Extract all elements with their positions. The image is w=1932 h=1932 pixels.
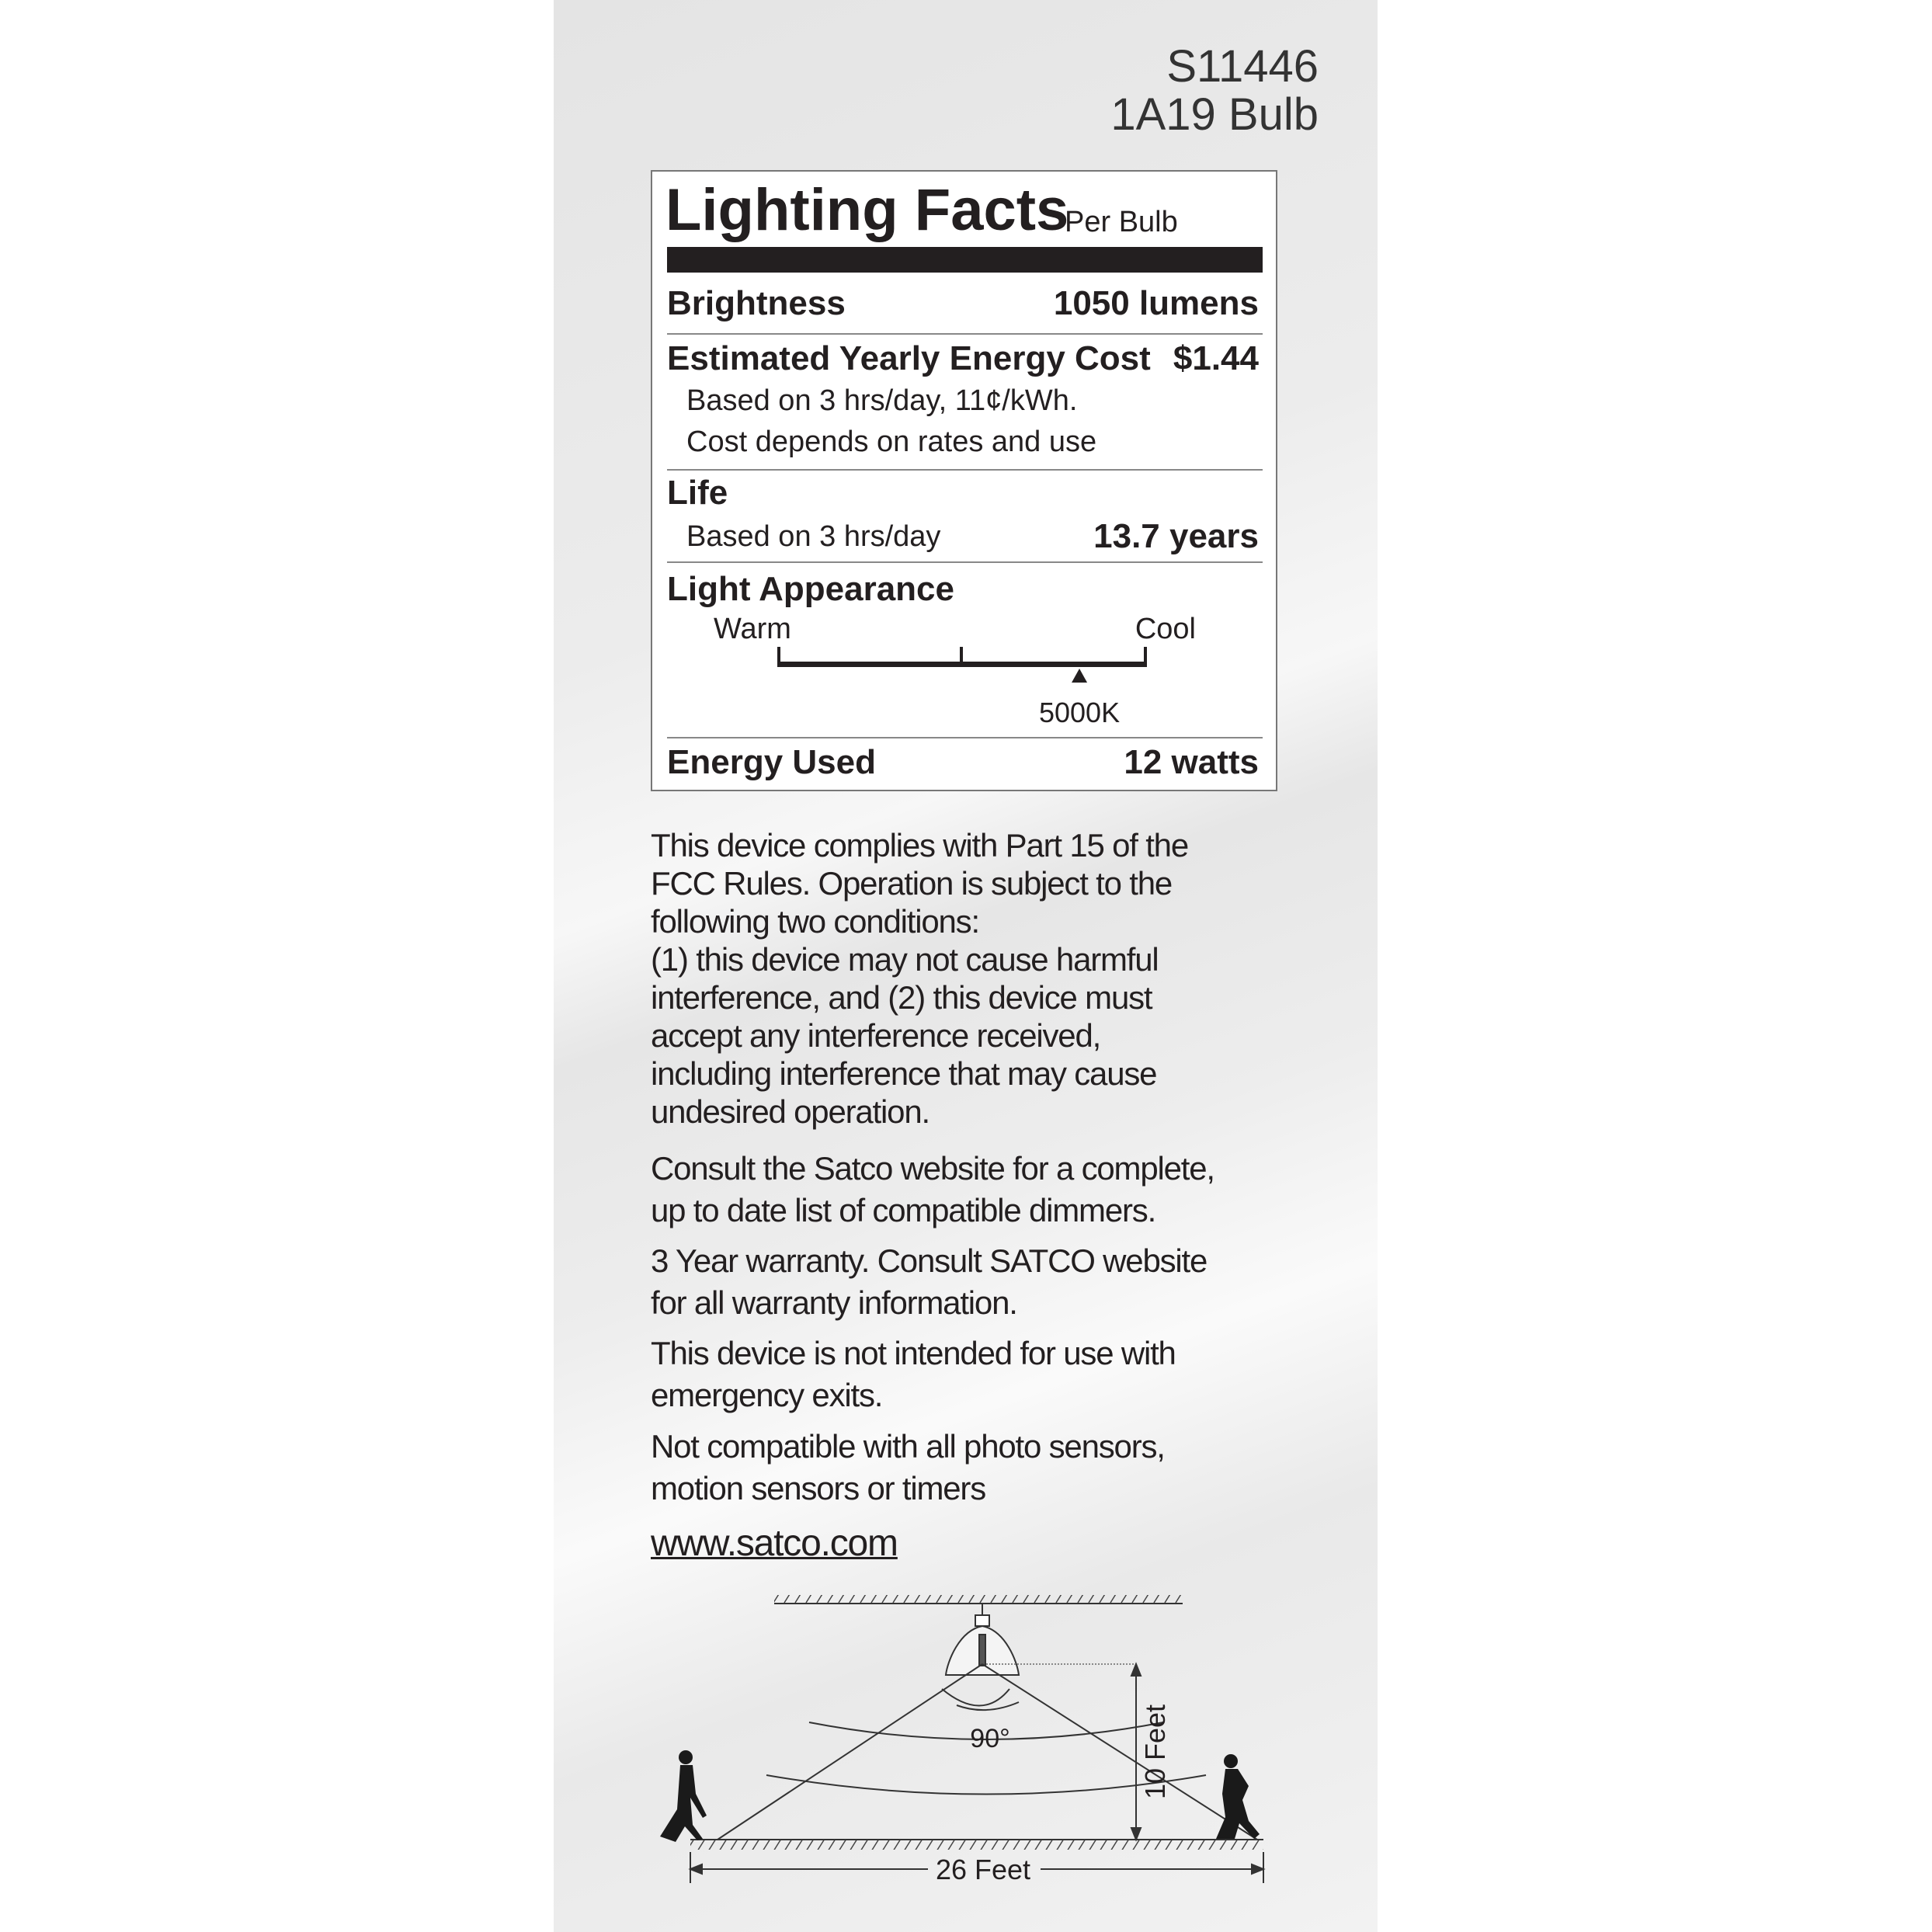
text-line: undesired operation. [651, 1093, 930, 1130]
cost-label: Estimated Yearly Energy Cost [667, 339, 1151, 377]
facts-title: Lighting Facts [665, 177, 1069, 243]
energy-value: 12 watts [1124, 743, 1259, 781]
text-line: up to date list of compatible dimmers. [651, 1192, 1156, 1228]
text-line: Consult the Satco website for a complete, [651, 1150, 1214, 1187]
appearance-value: 5000K [1038, 697, 1121, 728]
brightness-label: Brightness [667, 284, 846, 322]
lamp-fixture-icon [946, 1604, 1136, 1675]
beam-angle-label: 90° [970, 1724, 1010, 1753]
walking-person-icon [1216, 1754, 1260, 1839]
text-line: 3 Year warranty. Consult SATCO website [651, 1242, 1208, 1279]
cool-label: Cool [1135, 613, 1196, 645]
life-note: Based on 3 hrs/day [686, 520, 941, 553]
text-line: emergency exits. [651, 1377, 883, 1413]
warm-label: Warm [714, 613, 791, 645]
text-line: interference, and (2) this device must [651, 979, 1152, 1016]
text-line: accept any interference received, [651, 1017, 1101, 1054]
brightness-value: 1050 lumens [1053, 284, 1259, 322]
website-link[interactable]: www.satco.com [651, 1523, 898, 1564]
facts-per-bulb: Per Bulb [1065, 206, 1178, 238]
text-line: motion sensors or timers [651, 1470, 986, 1506]
text-line: FCC Rules. Operation is subject to the [651, 865, 1173, 902]
text-line: (1) this device may not cause harmful [651, 941, 1159, 978]
model-number: S11446 [1166, 41, 1319, 92]
walking-person-icon [660, 1750, 707, 1842]
ceiling [774, 1595, 1183, 1604]
dimension-arrows [690, 1664, 1263, 1883]
text-line: following two conditions: [651, 903, 979, 940]
cost-note: Cost depends on rates and use [686, 426, 1097, 458]
product-name: 1A19 Bulb [1110, 89, 1319, 140]
text-line: Not compatible with all photo sensors, [651, 1428, 1165, 1465]
floor [690, 1840, 1263, 1850]
width-label: 26 Feet [935, 1854, 1031, 1885]
energy-label: Energy Used [667, 743, 876, 781]
appearance-label: Light Appearance [667, 570, 954, 608]
text-line: including interference that may cause [651, 1055, 1157, 1092]
text-line: This device is not intended for use with [651, 1335, 1176, 1371]
text-line: This device complies with Part 15 of the [651, 827, 1189, 863]
text-line: for all warranty information. [651, 1284, 1017, 1321]
life-label: Life [667, 474, 728, 512]
height-label: 10 Feet [1139, 1704, 1171, 1800]
life-value: 13.7 years [1093, 517, 1259, 555]
cost-note: Based on 3 hrs/day, 11¢/kWh. [686, 384, 1078, 417]
cost-value: $1.44 [1173, 339, 1259, 377]
